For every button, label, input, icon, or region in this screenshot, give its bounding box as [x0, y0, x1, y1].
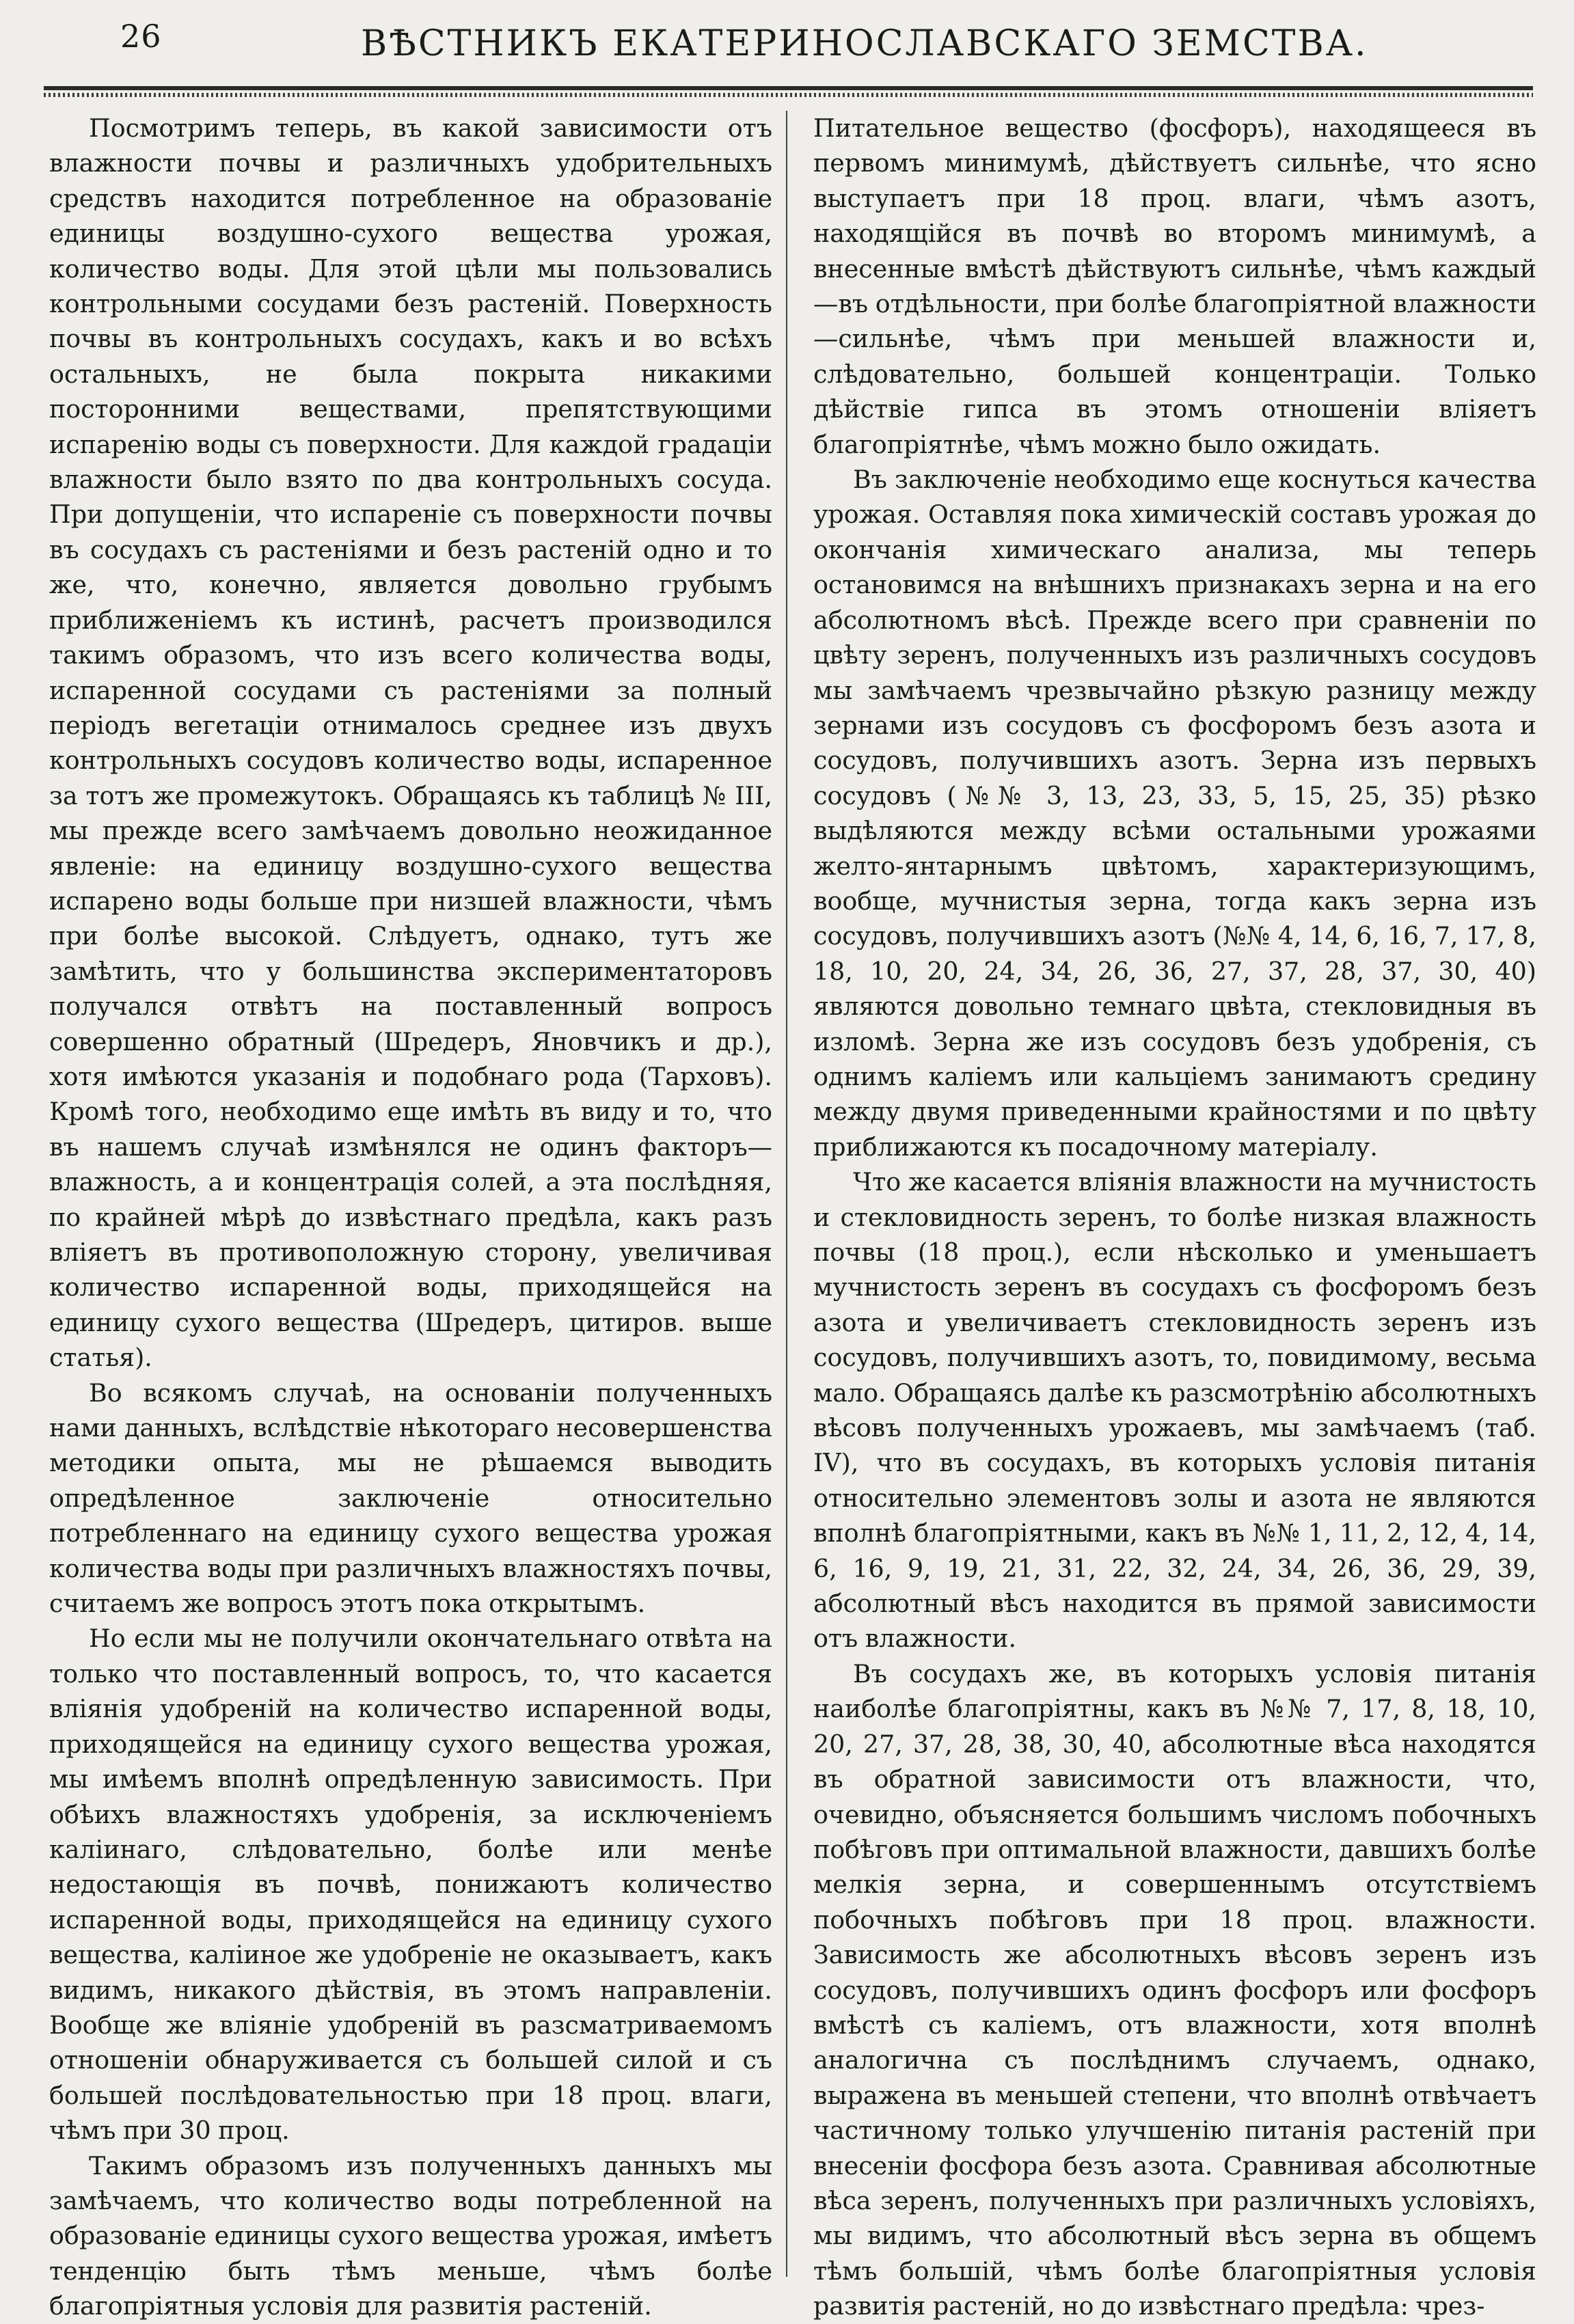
paragraph: Что же касается вліянія влажности на мучнистость и стекловидность зеренъ, то болѣе низкая влажность почвы (18 проц.), если нѣсколько и уменьшаетъ мучнистость зеренъ въ сосудахъ съ фосфоромъ безъ азота и увеличиваетъ стекловидность зеренъ изъ сосудовъ, получившихъ азотъ, то, повидимому, весьма мало. Обращаясь далѣе къ разсмотрѣнію абсолютныхъ вѣсовъ полученныхъ урожаевъ, мы замѣчаемъ (таб. IV), что въ сосудахъ, въ которыхъ условія питанія относительно элементовъ золы и азота не являются вполнѣ благопріятными, какъ въ №№ 1, 11, 2, 12, 4, 14, 6, 16, 9, 19, 21, 31, 22, 32, 24, 34, 26, 36, 29, 39, абсолютный вѣсъ находится въ прямой зависимости отъ влажности. — [813, 1167, 1536, 1654]
text-columns — [49, 111, 1536, 2321]
paragraph: Но если мы не получили окончательнаго отвѣта на только что поставленный вопросъ, то, что касается вліянія удобреній на количество испаренной воды, приходящейся на единицу сухого вещества урожая, мы имѣемъ вполнѣ опредѣленную зависимость. При обѣихъ влажностяхъ удобренія, за исключеніемъ каліинаго, слѣдовательно, болѣе или менѣе недостающія въ почвѣ, понижаютъ количество испаренной воды, приходящейся на единицу сухого вещества, каліиное же удобреніе не оказываетъ, какъ видимъ, никакого дѣйствія, въ этомъ направленіи. Вообще же вліяніе удобреній въ разсматриваемомъ отношеніи обнаруживается съ большей силой и съ большей послѣдовательностью при 18 проц. влаги, чѣмъ при 30 проц. — [49, 1624, 772, 2146]
paragraph: Въ сосудахъ же, въ которыхъ условія питанія наиболѣе благопріятны, какъ въ №№ 7, 17, 8, 18, 10, 20, 27, 37, 28, 38, 30, 40, абсолютные вѣса находятся въ обратной зависимости отъ влажности, что, очевидно, объясняется большимъ числомъ побочныхъ побѣговъ при оптимальной влажности, давшихъ болѣе мелкія зерна, и совершеннымъ отсутствіемъ побочныхъ побѣговъ при 18 проц. влажности. Зависимость же абсолютныхъ вѣсовъ зеренъ изъ сосудовъ, получившихъ одинъ фосфоръ или фосфоръ вмѣстѣ съ каліемъ, отъ влажности, хотя вполнѣ аналогична съ послѣднимъ случаемъ, однако, выражена въ меньшей степени, что вполнѣ отвѣчаетъ частичному только улучшенію питанія растеній при внесеніи фосфора безъ азота. Сравнивая абсолютные вѣса зеренъ, полученныхъ при различныхъ условіяхъ, мы видимъ, что абсолютный вѣсъ зерна въ общемъ тѣмъ большій, чѣмъ болѣе благопріятныя условія развитія растеній, но до извѣстнаго предѣла: чрез- — [813, 1658, 1536, 2321]
column-divider — [786, 111, 787, 2277]
page-header — [33, 0, 1526, 81]
paragraph: Такимъ образомъ изъ полученныхъ данныхъ мы замѣчаемъ, что количество воды потребленной на образованіе единицы сухого вещества урожая, имѣетъ тенденцію быть тѣмъ меньше, чѣмъ болѣе благопріятныя условія для развитія растеній. — [49, 2150, 772, 2321]
page-number: 26 — [120, 18, 162, 55]
paragraph: Посмотримъ теперь, въ какой зависимости отъ влажности почвы и различныхъ удобрительныхъ средствъ находится потребленное на образованіе единицы воздушно-сухого вещества урожая, количество воды. Для этой цѣли мы пользовались контрольными сосудами безъ растеній. Поверхность почвы въ контрольныхъ сосудахъ, какъ и во всѣхъ остальныхъ, не была покрыта никакими посторонними веществами, препятствующими испаренію воды съ поверхности. Для каждой градаціи влажности было взято по два контрольныхъ сосуда. При допущеніи, что испареніе съ поверхности почвы въ сосудахъ съ растеніями и безъ растеній одно и то же, что, конечно, является довольно грубымъ приближеніемъ къ истинѣ, расчетъ производился такимъ образомъ, что изъ всего количества воды, испаренной сосудами съ растеніями за полный періодъ вегетаціи отнималось среднее изъ двухъ контрольныхъ сосудовъ количество воды, испаренное за тотъ же промежутокъ. Обращаясь къ таблицѣ № III, мы прежде всего замѣчаемъ довольно неожиданное явленіе: на единицу воздушно-сухого вещества испарено воды больше при низшей влажности, чѣмъ при болѣе высокой. Слѣдуетъ, однако, тутъ же замѣтить, что у большинства экспериментаторовъ получался отвѣтъ на поставленный вопросъ совершенно обратный (Шредеръ, Яновчикъ и др.), хотя имѣются указанія и подобнаго рода (Тарховъ). Кромѣ того, необходимо еще имѣть въ виду и то, что въ нашемъ случаѣ измѣнялся не одинъ факторъ—влажность, а и концентрація солей, а эта послѣдняя, по крайней мѣрѣ до извѣстнаго предѣла, какъ разъ вліяетъ въ противоположную сторону, увеличивая количество испаренной воды, приходящейся на единицу сухого вещества (Шредеръ, цитиров. выше статья). — [49, 113, 772, 1373]
right-column — [813, 111, 1536, 2321]
paragraph: Питательное вещество (фосфоръ), находящееся въ первомъ минимумѣ, дѣйствуетъ сильнѣе, что ясно выступаетъ при 18 проц. влаги, чѣмъ азотъ, находящійся въ почвѣ во второмъ минимумѣ, а внесенные вмѣстѣ дѣйствуютъ сильнѣе, чѣмъ каждый—въ отдѣльности, при болѣе благопріятной влажности—сильнѣе, чѣмъ при меньшей влажности и, слѣдовательно, большей концентраціи. Только дѣйствіе гипса въ этомъ отношеніи вліяетъ благопріятнѣе, чѣмъ можно было ожидать. — [813, 113, 1536, 459]
paragraph: Въ заключеніе необходимо еще коснуться качества урожая. Оставляя пока химическій составъ урожая до окончанія химическаго анализа, мы теперь остановимся на внѣшнихъ признакахъ зерна и на его абсолютномъ вѣсѣ. Прежде всего при сравненіи по цвѣту зеренъ, полученныхъ изъ различныхъ сосудовъ мы замѣчаемъ чрезвычайно рѣзкую разницу между зернами изъ сосудовъ съ фосфоромъ безъ азота и сосудовъ, получившихъ азотъ. Зерна изъ первыхъ сосудовъ (№№ 3, 13, 23, 33, 5, 15, 25, 35) рѣзко выдѣляются между всѣми остальными урожаями желто-янтарнымъ цвѣтомъ, характеризующимъ, вообще, мучнистыя зерна, тогда какъ зерна изъ сосудовъ, получившихъ азотъ (№№ 4, 14, 6, 16, 7, 17, 8, 18, 10, 20, 24, 34, 26, 36, 27, 37, 28, 37, 30, 40) являются довольно темнаго цвѣта, стекловидныя въ изломѣ. Зерна же изъ сосудовъ безъ удобренія, съ однимъ каліемъ или кальціемъ занимаютъ средину между двумя приведенными крайностями и по цвѣту приближаются къ посадочному матеріалу. — [813, 465, 1536, 1162]
journal-title: ВѢСТНИКЪ ЕКАТЕРИНОСЛАВСКАГО ЗЕМСТВА. — [361, 23, 1368, 64]
header-rule — [44, 86, 1533, 97]
left-column — [49, 111, 772, 2321]
paragraph: Во всякомъ случаѣ, на основаніи полученныхъ нами данныхъ, вслѣдствіе нѣкотораго несовершенства методики опыта, мы не рѣшаемся выводить опредѣленное заключеніе относительно потребленнаго на единицу сухого вещества урожая количества воды при различныхъ влажностяхъ почвы, считаемъ же вопросъ этотъ пока открытымъ. — [49, 1378, 772, 1619]
